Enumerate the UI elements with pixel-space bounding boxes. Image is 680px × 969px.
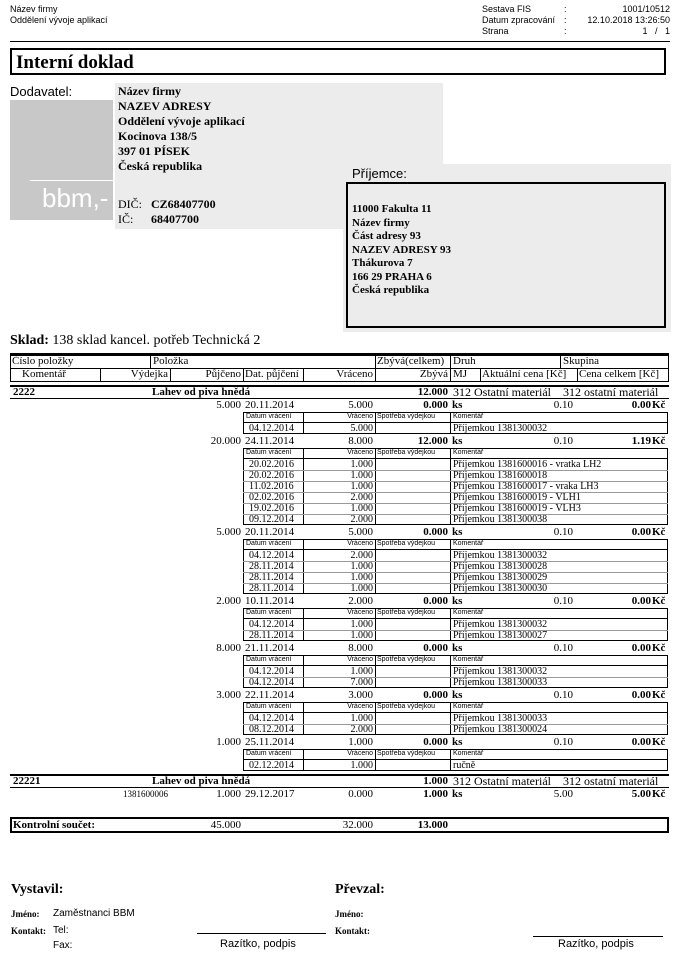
return-comment: Příjemkou 1381300033 xyxy=(453,713,548,724)
col-comment: Komentář xyxy=(22,368,66,380)
item-number: 22221 xyxy=(13,775,41,787)
checksum-returned: 32.000 xyxy=(342,819,373,831)
return-comment: Příjemkou 1381300032 xyxy=(453,619,548,630)
return-date: 09.12.2014 xyxy=(249,514,294,525)
col-returned: Vráceno xyxy=(336,368,373,380)
return-date: 19.02.2016 xyxy=(249,503,294,514)
loan-remaining: 0.000 xyxy=(423,399,448,411)
return-date: 04.12.2014 xyxy=(249,713,294,724)
sub-comment: Komentář xyxy=(453,703,484,710)
return-date: 28.11.2014 xyxy=(249,583,294,594)
processing-date-label: Datum zpracování xyxy=(482,15,556,25)
sub-comment: Komentář xyxy=(453,449,484,456)
loan-date: 20.11.2014 xyxy=(245,526,295,538)
sub-comment: Komentář xyxy=(453,413,484,420)
sub-consumption: Spotřeba výdejkou xyxy=(377,609,435,616)
loan-returned: 5.000 xyxy=(348,399,373,411)
col-issue-slip: Výdejka xyxy=(130,368,168,380)
ic-value: 68407700 xyxy=(151,212,199,226)
report-number: 1001/10512 xyxy=(622,4,670,14)
col-loan-date: Dat. půjčení xyxy=(245,368,299,380)
return-comment: Příjemkou 1381600019 - VLH1 xyxy=(453,492,581,503)
col-item: Položka xyxy=(153,355,189,367)
col-item-number: Číslo položky xyxy=(12,355,74,367)
item-name: Lahev od piva hnědá xyxy=(152,386,251,398)
col-remaining: Zbývá xyxy=(419,368,448,380)
loan-returned: 8.000 xyxy=(348,642,373,654)
loan-price: 0.10 xyxy=(553,399,573,411)
return-qty: 2.000 xyxy=(350,550,373,561)
issued-name-label: Jméno: xyxy=(11,909,40,919)
loan-lent: 8.000 xyxy=(216,642,241,654)
fax-label: Fax: xyxy=(53,940,73,951)
return-date: 28.11.2014 xyxy=(249,572,294,583)
sub-return-date: Datum vrácení xyxy=(246,413,292,420)
loan-date: 20.11.2014 xyxy=(245,399,295,411)
ic-label: IČ: xyxy=(118,212,134,226)
loan-issue-slip: 1381600006 xyxy=(123,789,168,799)
return-date: 04.12.2014 xyxy=(249,550,294,561)
return-date: 04.12.2014 xyxy=(249,677,294,688)
supplier-address xyxy=(118,84,245,174)
supplier-line: Kocinova 138/5 xyxy=(118,129,198,143)
sub-returned: Vráceno xyxy=(347,703,373,710)
return-comment: Příjemkou 1381300027 xyxy=(453,630,548,641)
return-date: 20.02.2016 xyxy=(249,459,294,470)
return-date: 04.12.2014 xyxy=(249,423,294,434)
return-qty: 1.000 xyxy=(350,630,373,641)
recipient-line: Thákurova 7 xyxy=(352,257,413,269)
return-comment: Příjemkou 1381300028 xyxy=(453,561,548,572)
loan-unit: ks xyxy=(452,788,463,800)
sub-return-date: Datum vrácení xyxy=(246,656,292,663)
loan-lent: 20.000 xyxy=(210,435,241,447)
loan-remaining: 0.000 xyxy=(423,689,448,701)
loan-price: 0.10 xyxy=(553,736,573,748)
return-comment: Příjemkou 1381300038 xyxy=(453,514,548,525)
return-comment: ručně xyxy=(453,760,476,771)
return-date: 02.12.2014 xyxy=(249,760,294,771)
loan-remaining: 12.000 xyxy=(417,435,448,447)
page-label: Strana xyxy=(482,26,509,36)
loan-remaining: 0.000 xyxy=(423,642,448,654)
return-date: 28.11.2014 xyxy=(249,630,294,641)
loan-total: 0.00 xyxy=(631,642,651,654)
return-comment: Příjemkou 1381300024 xyxy=(453,724,548,735)
sub-returned: Vráceno xyxy=(347,656,373,663)
title-box xyxy=(10,48,666,75)
col-current-price: Aktuální cena [Kč] xyxy=(482,368,567,380)
return-date: 20.02.2016 xyxy=(249,470,294,481)
loan-returned: 5.000 xyxy=(348,526,373,538)
loan-total: 5.00 xyxy=(631,788,651,800)
logo-line xyxy=(30,180,113,181)
loan-returned: 8.000 xyxy=(348,435,373,447)
recipient-label: Příjemce: xyxy=(352,166,407,181)
return-comment: Příjemkou 1381300029 xyxy=(453,572,548,583)
sub-returned: Vráceno xyxy=(347,750,373,757)
return-qty: 1.000 xyxy=(350,503,373,514)
return-comment: Příjemkou 1381300032 xyxy=(453,666,548,677)
loan-price: 0.10 xyxy=(553,642,573,654)
loan-currency: Kč xyxy=(652,399,666,411)
return-date: 08.12.2014 xyxy=(249,724,294,735)
col-remaining-total: Zbývá(celkem) xyxy=(377,355,445,367)
supplier-line: NAZEV ADRESY xyxy=(118,99,212,113)
supplier-line: Česká republika xyxy=(118,159,203,173)
recipient-line: NAZEV ADRESY 93 xyxy=(352,243,452,256)
recipient-line: 11000 Fakulta 11 xyxy=(352,203,432,215)
recipient-line: Název firmy xyxy=(352,216,410,229)
sub-returned: Vráceno xyxy=(347,413,373,420)
item-group: 312 ostatní materiál xyxy=(563,385,659,399)
processing-date: 12.10.2018 13:26:50 xyxy=(587,15,670,25)
received-by-label: Převzal: xyxy=(335,882,385,897)
return-comment: Příjemkou 1381300033 xyxy=(453,677,548,688)
loan-price: 0.10 xyxy=(553,595,573,607)
warehouse-value: 138 sklad kancel. potřeb Technická 2 xyxy=(52,333,261,348)
sub-returned: Vráceno xyxy=(347,449,373,456)
loan-lent: 3.000 xyxy=(216,689,241,701)
return-qty: 1.000 xyxy=(350,470,373,481)
supplier-line: 397 01 PÍSEK xyxy=(118,144,191,158)
loan-date: 10.11.2014 xyxy=(245,595,295,607)
return-comment: Příjemkou 1381300032 xyxy=(453,550,548,561)
checksum-remaining: 13.000 xyxy=(417,819,448,831)
loan-total: 0.00 xyxy=(631,736,651,748)
return-qty: 1.000 xyxy=(350,572,373,583)
receiver-stamp-label: Razítko, podpis xyxy=(558,938,634,950)
loan-currency: Kč xyxy=(652,526,666,538)
received-name-label: Jméno: xyxy=(335,909,364,919)
loan-unit: ks xyxy=(452,435,463,447)
sub-return-date: Datum vrácení xyxy=(246,609,292,616)
loan-total: 0.00 xyxy=(631,526,651,538)
item-name: Lahev od piva hnědá xyxy=(152,775,251,787)
sub-consumption: Spotřeba výdejkou xyxy=(377,656,435,663)
sub-comment: Komentář xyxy=(453,750,484,757)
sub-return-date: Datum vrácení xyxy=(246,703,292,710)
return-qty: 5.000 xyxy=(350,423,373,434)
return-qty: 7.000 xyxy=(350,677,373,688)
return-comment: Příjemkou 1381600018 xyxy=(453,470,548,481)
item-kind: 312 Ostatní materiál xyxy=(453,774,551,788)
return-date: 04.12.2014 xyxy=(249,619,294,630)
dic-label: DIČ: xyxy=(118,197,142,211)
issued-by-label: Vystavil: xyxy=(11,882,64,897)
issuer-stamp-label: Razítko, podpis xyxy=(220,938,296,950)
return-qty: 1.000 xyxy=(350,583,373,594)
report-meta-colons xyxy=(564,4,567,37)
loan-lent: 2.000 xyxy=(216,595,241,607)
loan-returned: 2.000 xyxy=(348,595,373,607)
loan-unit: ks xyxy=(452,736,463,748)
loan-returned: 0.000 xyxy=(348,788,373,800)
sub-consumption: Spotřeba výdejkou xyxy=(377,703,435,710)
recipient-address-box xyxy=(346,182,666,328)
item-group: 312 ostatní materiál xyxy=(563,774,659,788)
page-number: 1 / 1 xyxy=(642,26,670,36)
supplier-line: Název firmy xyxy=(118,84,181,98)
loan-currency: Kč xyxy=(652,595,666,607)
department-name: Oddělení vývoje aplikací xyxy=(10,15,108,25)
warehouse-line xyxy=(10,333,260,349)
sub-comment: Komentář xyxy=(453,609,484,616)
loan-remaining: 0.000 xyxy=(423,595,448,607)
loan-currency: Kč xyxy=(652,788,666,800)
return-qty: 2.000 xyxy=(350,514,373,525)
sub-comment: Komentář xyxy=(453,656,484,663)
header-company xyxy=(10,4,108,26)
loan-currency: Kč xyxy=(652,689,666,701)
loan-lent: 1.000 xyxy=(216,788,241,800)
loan-unit: ks xyxy=(452,399,463,411)
return-qty: 1.000 xyxy=(350,666,373,677)
col-lent: Půjčeno xyxy=(205,368,241,380)
loan-price: 0.10 xyxy=(553,526,573,538)
loan-lent: 1.000 xyxy=(216,736,241,748)
col-group: Skupina xyxy=(563,355,600,367)
recipient-line: 166 29 PRAHA 6 xyxy=(352,270,432,283)
loan-unit: ks xyxy=(452,642,463,654)
report-meta-values xyxy=(570,4,670,37)
return-comment: Příjemkou 1381300030 xyxy=(453,583,548,594)
loan-currency: Kč xyxy=(652,435,666,447)
return-qty: 1.000 xyxy=(350,760,373,771)
company-name: Název firmy xyxy=(10,4,58,14)
issued-contact-label: Kontakt: xyxy=(11,926,47,936)
sub-consumption: Spotřeba výdejkou xyxy=(377,750,435,757)
colon: : xyxy=(564,26,567,36)
return-qty: 1.000 xyxy=(350,619,373,630)
item-remaining: 12.000 xyxy=(417,386,448,398)
loan-remaining: 0.000 xyxy=(423,736,448,748)
loan-unit: ks xyxy=(452,526,463,538)
dic-value: CZ68407700 xyxy=(151,197,216,211)
logo-text: bbm,- xyxy=(42,183,109,213)
loan-remaining: 1.000 xyxy=(423,788,448,800)
return-comment: Příjemkou 1381600017 - vraka LH3 xyxy=(453,481,599,492)
loan-date: 29.12.2017 xyxy=(245,788,295,800)
return-date: 11.02.2016 xyxy=(249,481,294,492)
col-total-price: Cena celkem [Kč] xyxy=(579,368,660,380)
loan-total: 1.19 xyxy=(631,435,651,447)
recipient-line: Část adresy 93 xyxy=(352,230,421,242)
received-contact-label: Kontakt: xyxy=(335,926,371,936)
loan-lent: 5.000 xyxy=(216,399,241,411)
issued-name: Zaměstnanci BBM xyxy=(53,908,135,919)
loan-total: 0.00 xyxy=(631,595,651,607)
loan-currency: Kč xyxy=(652,736,666,748)
sub-comment: Komentář xyxy=(453,540,484,547)
loan-lent: 5.000 xyxy=(216,526,241,538)
return-qty: 1.000 xyxy=(350,481,373,492)
return-qty: 1.000 xyxy=(350,561,373,572)
supplier-ids xyxy=(118,197,216,227)
sub-consumption: Spotřeba výdejkou xyxy=(377,540,435,547)
sub-consumption: Spotřeba výdejkou xyxy=(377,449,435,456)
recipient-line: Česká republika xyxy=(352,284,430,296)
return-qty: 1.000 xyxy=(350,459,373,470)
col-kind: Druh xyxy=(453,355,476,367)
recipient-address xyxy=(352,203,451,298)
return-comment: Příjemkou 1381300032 xyxy=(453,423,548,434)
loan-date: 25.11.2014 xyxy=(245,736,295,748)
loan-date: 21.11.2014 xyxy=(245,642,295,654)
loan-remaining: 0.000 xyxy=(423,526,448,538)
sub-returned: Vráceno xyxy=(347,540,373,547)
report-meta-labels xyxy=(482,4,555,37)
loan-total: 0.00 xyxy=(631,689,651,701)
tel-label: Tel: xyxy=(53,925,69,936)
report-label: Sestava FIS xyxy=(482,4,532,14)
sub-returned: Vráceno xyxy=(347,609,373,616)
return-qty: 2.000 xyxy=(350,724,373,735)
loan-date: 22.11.2014 xyxy=(245,689,295,701)
loan-total: 0.00 xyxy=(631,399,651,411)
item-number: 2222 xyxy=(13,386,35,398)
return-comment: Příjemkou 1381600016 - vratka LH2 xyxy=(453,459,602,470)
warehouse-label: Sklad: xyxy=(10,333,49,348)
loan-price: 0.10 xyxy=(553,435,573,447)
company-logo xyxy=(10,100,113,220)
sub-return-date: Datum vrácení xyxy=(246,750,292,757)
return-date: 04.12.2014 xyxy=(249,666,294,677)
supplier-label: Dodavatel: xyxy=(10,84,73,99)
return-date: 02.02.2016 xyxy=(249,492,294,503)
return-comment: Příjemkou 1381600019 - VLH3 xyxy=(453,503,581,514)
colon: : xyxy=(564,15,567,25)
return-qty: 2.000 xyxy=(350,492,373,503)
checksum-lent: 45.000 xyxy=(210,819,241,831)
loan-date: 24.11.2014 xyxy=(245,435,295,447)
loan-currency: Kč xyxy=(652,642,666,654)
loan-price: 5.00 xyxy=(553,788,573,800)
supplier-line: Oddělení vývoje aplikací xyxy=(118,114,245,128)
item-remaining: 1.000 xyxy=(423,775,448,787)
document-title: Interní doklad xyxy=(16,52,134,73)
return-qty: 1.000 xyxy=(350,713,373,724)
loan-returned: 3.000 xyxy=(348,689,373,701)
loan-unit: ks xyxy=(452,689,463,701)
sub-return-date: Datum vrácení xyxy=(246,449,292,456)
loan-unit: ks xyxy=(452,595,463,607)
col-unit: MJ xyxy=(453,368,468,380)
loan-price: 0.10 xyxy=(553,689,573,701)
checksum-label: Kontrolní součet: xyxy=(13,819,95,831)
return-date: 28.11.2014 xyxy=(249,561,294,572)
item-kind: 312 Ostatní materiál xyxy=(453,385,551,399)
sub-return-date: Datum vrácení xyxy=(246,540,292,547)
sub-consumption: Spotřeba výdejkou xyxy=(377,413,435,420)
colon: : xyxy=(564,4,567,14)
loan-returned: 1.000 xyxy=(348,736,373,748)
